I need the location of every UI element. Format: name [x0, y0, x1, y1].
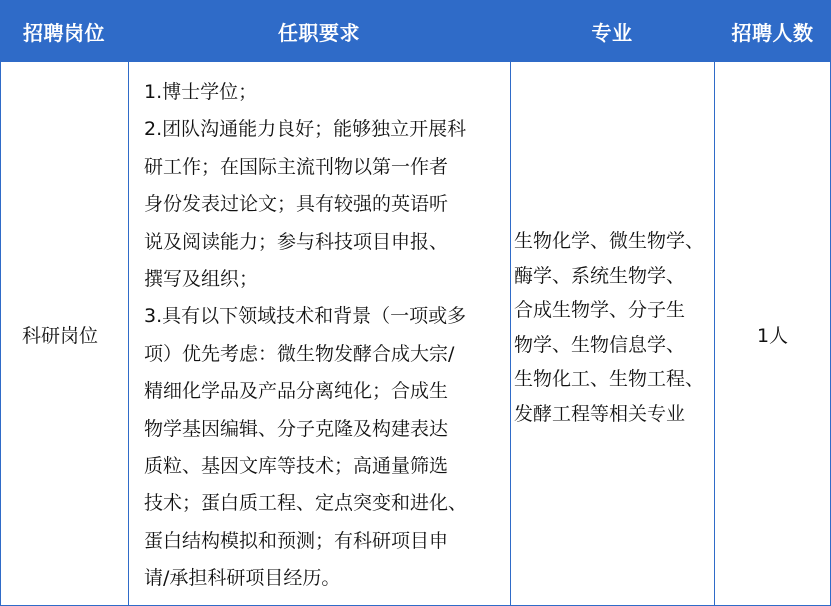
header-major: 专业: [591, 20, 633, 45]
requirement-line: 质粒、基因文库等技术；高通量筛选: [144, 454, 449, 477]
major-line: 发酵工程等相关专业: [514, 402, 686, 425]
header-count: 招聘人数: [731, 20, 814, 45]
column-divider: [128, 62, 129, 606]
major-line: 生物化学、微生物学、: [514, 230, 705, 252]
requirement-line: 1.博士学位；: [144, 81, 258, 103]
requirement-line: 项）优先考虑：微生物发酵合成大宗/: [144, 342, 455, 365]
major-line: 生物化工、生物工程、: [514, 368, 705, 391]
requirement-line: 身份发表过论文；具有较强的英语听: [144, 193, 449, 216]
cell-position: [22, 62, 128, 606]
requirement-line: 精细化学品及产品分离纯化；合成生: [144, 380, 449, 403]
requirement-line: 研工作；在国际主流刊物以第一作者: [144, 155, 449, 178]
cell-requirements: [144, 74, 510, 597]
requirement-line: 说及阅读能力；参与科技项目申报、: [144, 230, 449, 253]
header-requirements: 任职要求: [278, 20, 360, 45]
count-text: 1人: [756, 324, 789, 347]
position-text: 科研岗位: [22, 324, 99, 347]
cell-count: [714, 62, 831, 606]
table-border-left: [0, 62, 1, 606]
cell-major: [514, 224, 714, 432]
requirement-line: 技术；蛋白质工程、定点突变和进化、: [144, 492, 468, 515]
requirement-line: 3.具有以下领域技术和背景（一项或多: [144, 305, 467, 328]
major-line: 物学、生物信息学、: [514, 333, 686, 356]
requirement-line: 2.团队沟通能力良好；能够独立开展科: [144, 118, 467, 141]
requirement-line: 撰写及组织；: [144, 267, 259, 290]
column-divider: [510, 62, 511, 606]
major-line: 酶学、系统生物学、: [514, 264, 686, 287]
table-header: [0, 0, 831, 62]
major-line: 合成生物学、分子生: [514, 299, 686, 322]
requirement-line: 请/承担科研项目经历。: [144, 567, 341, 590]
header-position: 招聘岗位: [23, 20, 105, 45]
requirement-line: 物学基因编辑、分子克隆及构建表达: [144, 417, 449, 440]
requirement-line: 蛋白结构模拟和预测；有科研项目申: [144, 529, 449, 552]
